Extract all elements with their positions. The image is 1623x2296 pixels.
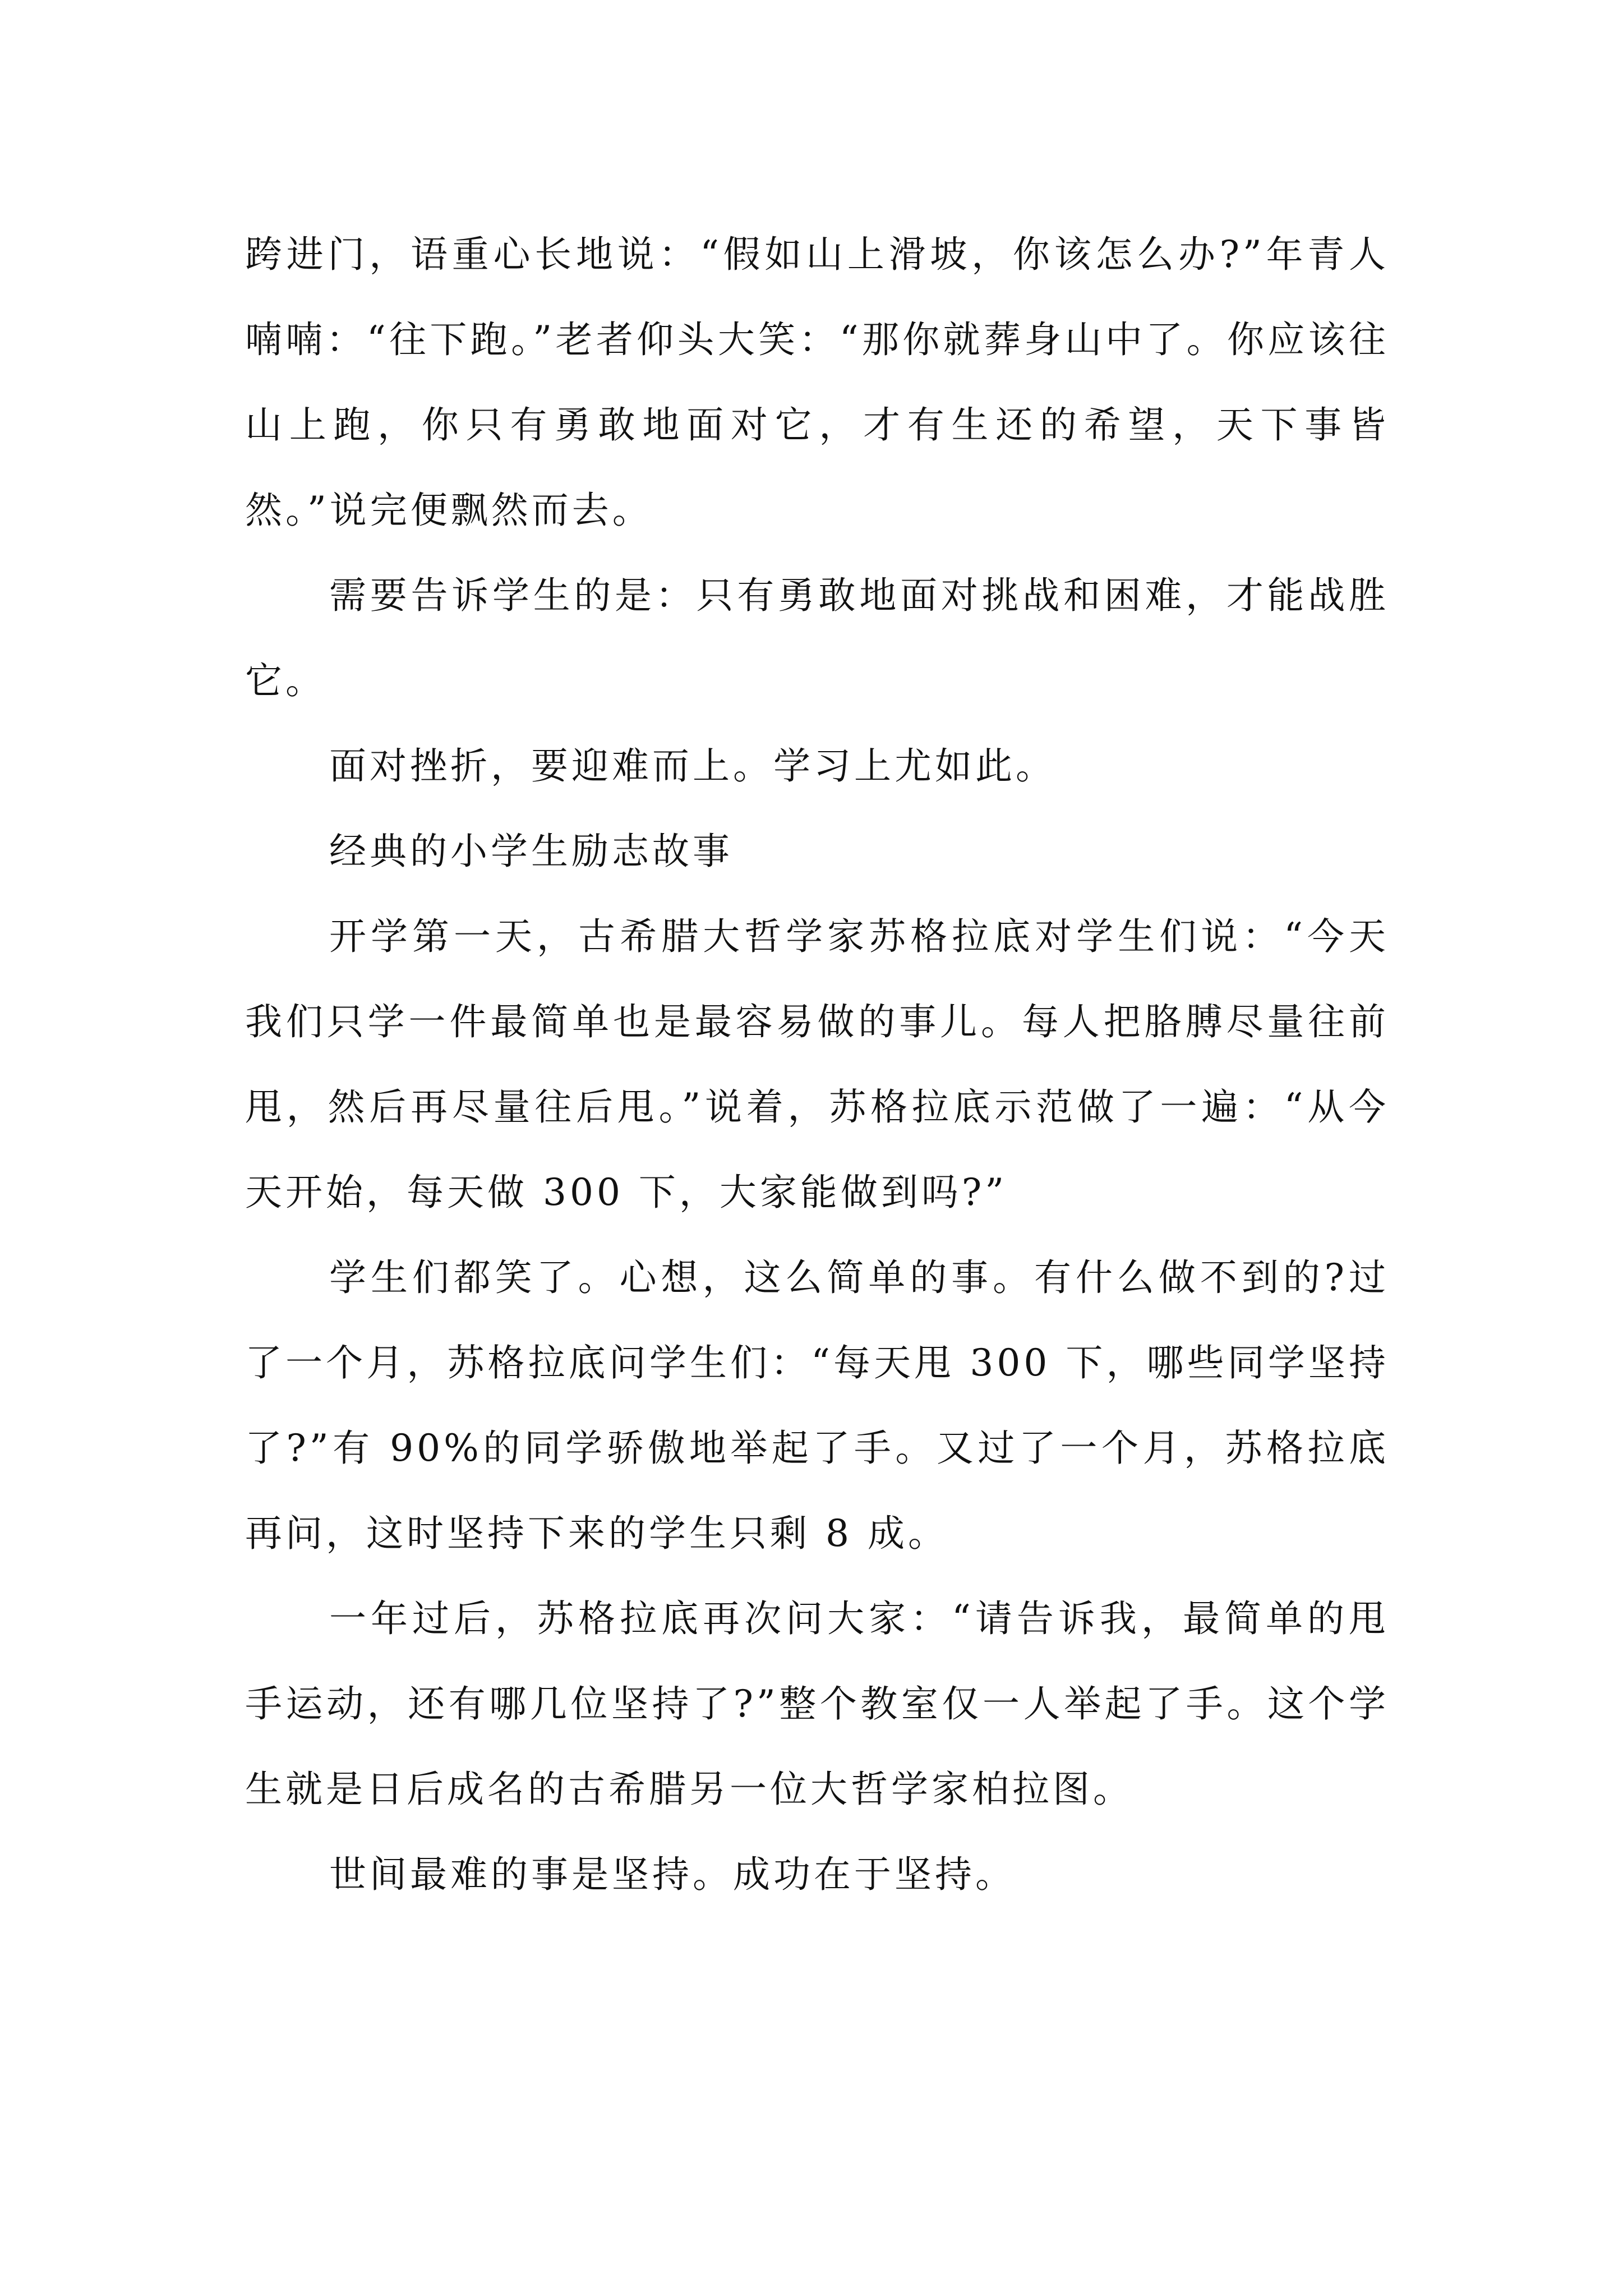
- paragraph-story-end: 一年过后，苏格拉底再次问大家：“请告诉我，最简单的甩手运动，还有哪几位坚持了?”整个教室仅一人举起了手。这个学生就是日后成名的古希腊另一位大哲学家柏拉图。: [245, 1597, 1389, 1811]
- paragraph-summary: 面对挫折，要迎难而上。学习上尤如此。: [329, 744, 1056, 788]
- section-heading: 经典的小学生励志故事: [329, 830, 733, 873]
- paragraph-story-start: 开学第一天，古希腊大哲学家苏格拉底对学生们说：“今天我们只学一件最简单也是最容易做的事儿。每人把胳膊尽量往前甩，然后再尽量往后甩。”说着，苏格拉底示范做了一遍：“从今天开始，每天做 300 下，大家能做到吗?”: [245, 915, 1389, 1214]
- paragraph-story-middle: 学生们都笑了。心想，这么简单的事。有什么做不到的?过了一个月，苏格拉底问学生们：“每天甩 300 下，哪些同学坚持了?”有 90%的同学骄傲地举起了手。又过了一个月，苏格拉底再问，这时坚持下来的学生只剩 8 成。: [245, 1256, 1389, 1555]
- document-body: [245, 212, 1389, 1917]
- paragraph-continuation: 跨进门，语重心长地说：“假如山上滑坡，你该怎么办?”年青人喃喃：“往下跑。”老者仰头大笑：“那你就葬身山中了。你应该往山上跑，你只有勇敢地面对它，才有生还的希望，天下事皆然。”说完便飘然而去。: [245, 233, 1389, 532]
- paragraph-lesson: 需要告诉学生的是：只有勇敢地面对挑战和困难，才能战胜它。: [245, 574, 1389, 702]
- paragraph-moral: 世间最难的事是坚持。成功在于坚持。: [329, 1853, 1016, 1896]
